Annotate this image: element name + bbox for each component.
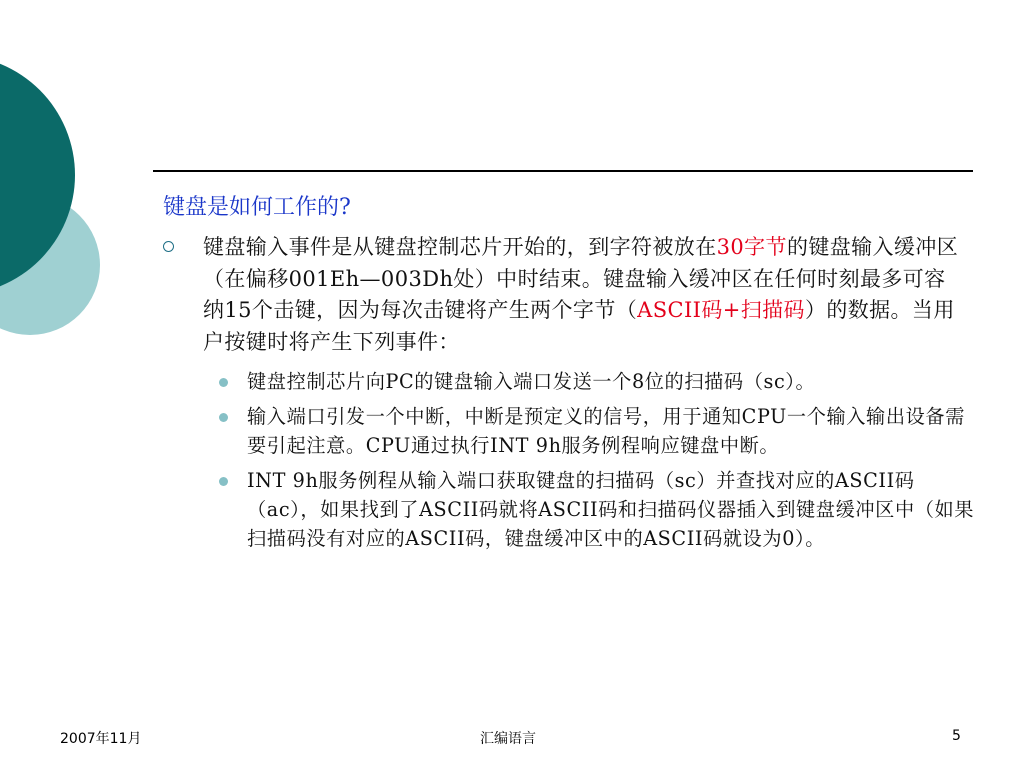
slide-heading: 键盘是如何工作的? xyxy=(163,195,351,220)
sub-bullet-item xyxy=(215,367,975,396)
sub-bullet-text: 输入端口引发一个中断，中断是预定义的信号，用于通知CPU一个输入输出设备需要引起注意。CPU通过执行INT 9h服务例程响应键盘中断。 xyxy=(247,405,965,457)
footer-date: 2007年11月 xyxy=(60,731,142,747)
main-text-part-a: 键盘输入事件是从键盘控制芯片开始的，到字符被放在 xyxy=(203,235,717,259)
hollow-circle-bullet-icon xyxy=(163,241,174,252)
sub-bullet-text: INT 9h服务例程从输入端口获取键盘的扫描码（sc）并查找对应的ASCII码（ac），如果找到了ASCII码就将ASCII码和扫描码仪器插入到键盘缓冲区中（如果扫描码没有对应的ASCII码，键盘缓冲区中的ASCII码就设为0）。 xyxy=(247,469,975,550)
footer-page-number: 5 xyxy=(952,728,961,744)
decorative-circles xyxy=(0,0,120,420)
sub-bullet-text: 键盘控制芯片向PC的键盘输入端口发送一个8位的扫描码（sc）。 xyxy=(247,370,816,393)
main-bullet-item xyxy=(163,232,963,358)
footer-course: 汇编语言 xyxy=(480,731,536,747)
sub-bullet-item xyxy=(215,466,975,553)
dot-bullet-icon xyxy=(219,413,228,422)
sub-bullet-item xyxy=(215,402,975,460)
main-text-part-c: ）的数据。当用户按键时将产生下列事件： xyxy=(203,298,955,354)
main-bullet-text xyxy=(203,232,963,358)
main-text-part-b: 的键盘输入缓冲区（在偏移001Eh—003Dh处）中时结束。键盘输入缓冲区在任何时刻最多可容纳15个击键，因为每次击键将产生两个字节（ xyxy=(203,235,959,322)
sub-bullet-list xyxy=(215,367,975,559)
emphasis-30-bytes: 30字节 xyxy=(716,235,787,259)
dot-bullet-icon xyxy=(219,378,228,387)
emphasis-ascii-scancode: ASCII码+扫描码 xyxy=(637,298,805,322)
title-rule xyxy=(153,170,973,172)
dot-bullet-icon xyxy=(219,477,228,486)
